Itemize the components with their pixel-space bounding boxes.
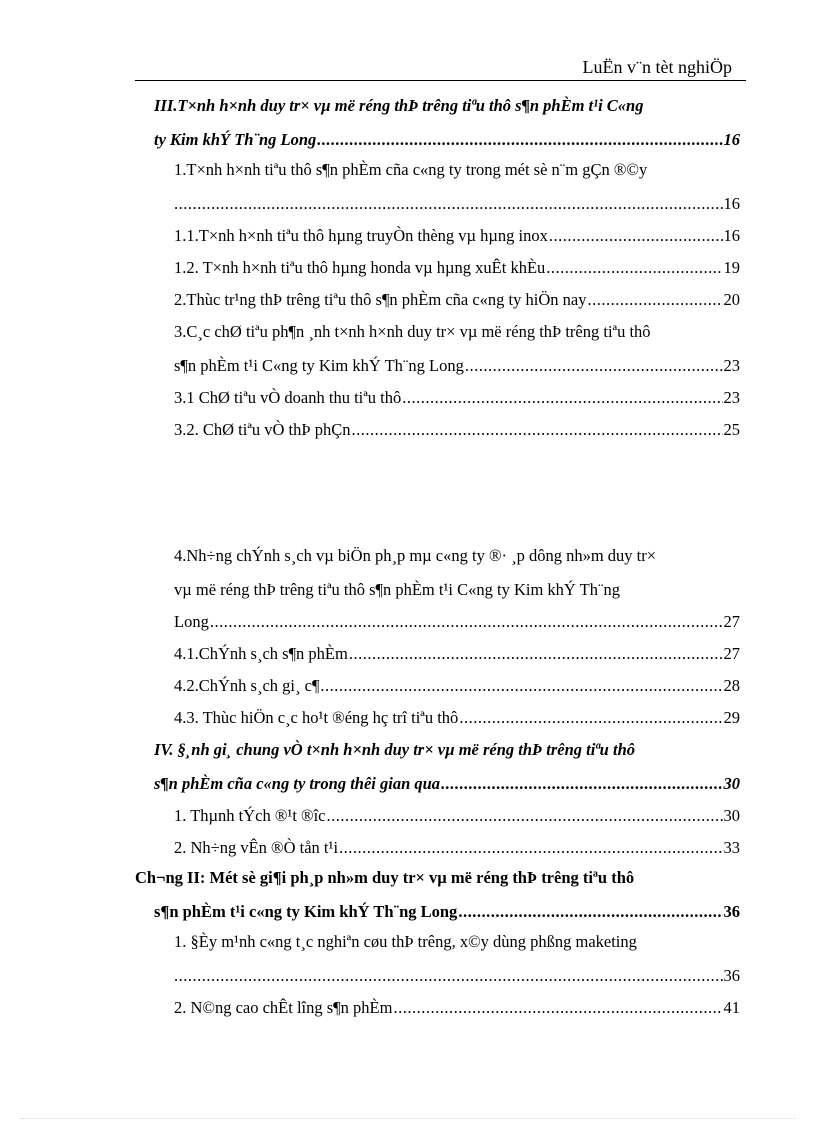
page-number: 28 bbox=[723, 676, 740, 695]
toc-entry-1-line-2[interactable] bbox=[174, 191, 740, 217]
running-header: LuËn v¨n tèt nghiÖp bbox=[582, 57, 732, 77]
page-number: 27 bbox=[723, 644, 740, 663]
page-bottom-border bbox=[20, 1118, 796, 1119]
page-number: 30 bbox=[723, 774, 740, 793]
page-number: 20 bbox=[723, 290, 740, 309]
toc-section-4-line-2[interactable]: s¶n phÈm cña c«ng ty trong thêi gian qua ..... 30 bbox=[154, 771, 740, 797]
toc-entry-c1-line-2[interactable] bbox=[174, 963, 740, 989]
toc-entry-3-line-2[interactable]: s¶n phÈm t¹i C«ng ty Kim khÝ Th¨ng Long ..... 23 bbox=[174, 353, 740, 379]
dot-leader bbox=[465, 353, 723, 379]
page-number: 29 bbox=[723, 708, 740, 727]
toc-entry-4-line-3[interactable]: Long ..... 27 bbox=[174, 609, 740, 635]
dot-leader bbox=[459, 705, 722, 731]
toc-entry-c2[interactable]: 2. N©ng cao chÊt lîng s¶n phÈm ..... 41 bbox=[174, 995, 740, 1021]
toc-entry-1-1[interactable]: 1.1.T×nh h×nh tiªu thô hµng truyÒn thèng vµ hµng inox ..... 16 bbox=[174, 223, 740, 249]
page-number: 23 bbox=[723, 388, 740, 407]
toc-section-3-line-2[interactable]: ty Kim khÝ Th¨ng Long ..... 16 bbox=[154, 127, 740, 153]
dot-leader bbox=[587, 287, 722, 313]
toc-section-3-line-1[interactable]: III.T×nh h×nh duy tr× vµ më réng thÞ trêng tiªu thô s¶n phÈm t¹i C«ng bbox=[154, 96, 644, 115]
toc-entry-4-3[interactable]: 4.3. Thùc hiÖn c¸c ho¹t ®éng hç trî tiªu thô ..... 29 bbox=[174, 705, 740, 731]
page-number: 41 bbox=[723, 998, 740, 1017]
toc-entry-3-1[interactable]: 3.1 ChØ tiªu vÒ doanh thu tiªu thô ..... 23 bbox=[174, 385, 740, 411]
toc-entry-3-2[interactable]: 3.2. ChØ tiªu vÒ thÞ phÇn ..... 25 bbox=[174, 417, 740, 443]
page-number: 30 bbox=[723, 806, 740, 825]
toc-entry-iv-2[interactable]: 2. Nh÷ng vÊn ®Ò tån t¹i ..... 33 bbox=[174, 835, 740, 861]
page-number: 36 bbox=[723, 966, 740, 985]
dot-leader bbox=[339, 835, 722, 861]
toc-chapter-2-line-2[interactable]: s¶n phÈm t¹i c«ng ty Kim khÝ Th¨ng Long ..... 36 bbox=[154, 899, 740, 925]
dot-leader bbox=[546, 255, 722, 281]
page-number: 16 bbox=[723, 130, 740, 149]
dot-leader bbox=[320, 673, 722, 699]
page-number: 27 bbox=[723, 612, 740, 631]
page-number: 16 bbox=[723, 194, 740, 213]
dot-leader bbox=[327, 803, 723, 829]
toc-entry-2[interactable]: 2.Thùc tr¹ng thÞ trêng tiªu thô s¶n phÈm cña c«ng ty hiÖn nay ..... 20 bbox=[174, 287, 740, 313]
dot-leader bbox=[351, 417, 722, 443]
dot-leader bbox=[441, 771, 722, 797]
toc-entry-4-line-1[interactable]: 4.Nh÷ng chÝnh s¸ch vµ biÖn ph¸p mµ c«ng ty ®· ¸p dông nh»m duy tr× bbox=[174, 546, 657, 565]
page-number: 36 bbox=[723, 902, 740, 921]
dot-leader bbox=[393, 995, 722, 1021]
toc-entry-1-2[interactable]: 1.2. T×nh h×nh tiªu thô hµng honda vµ hµng xuÊt khÈu ..... 19 bbox=[174, 255, 740, 281]
page-number: 16 bbox=[723, 226, 740, 245]
dot-leader bbox=[174, 191, 723, 217]
dot-leader bbox=[210, 609, 723, 635]
toc-chapter-2-line-1[interactable]: Ch¬ng II: Mét sè gi¶i ph¸p nh»m duy tr× vµ më réng thÞ trêng tiªu thô bbox=[135, 868, 635, 887]
toc-entry-iv-1[interactable]: 1. Thµnh tÝch ®¹t ®îc ..... 30 bbox=[174, 803, 740, 829]
dot-leader bbox=[458, 899, 722, 925]
toc-entry-4-line-2[interactable]: vµ më réng thÞ trêng tiªu thô s¶n phÈm t¹i C«ng ty Kim khÝ Th¨ng bbox=[174, 580, 620, 599]
toc-entry-4-1[interactable]: 4.1.ChÝnh s¸ch s¶n phÈm ..... 27 bbox=[174, 641, 740, 667]
page-number: 19 bbox=[723, 258, 740, 277]
page-number: 23 bbox=[723, 356, 740, 375]
dot-leader bbox=[349, 641, 723, 667]
dot-leader bbox=[174, 963, 723, 989]
dot-leader bbox=[402, 385, 722, 411]
page-number: 25 bbox=[723, 420, 740, 439]
toc-entry-c1-line-1[interactable]: 1. §Èy m¹nh c«ng t¸c nghiªn cøu thÞ trêng, x©y dùng phßng maketing bbox=[174, 932, 637, 951]
toc-entry-3-line-1[interactable]: 3.C¸c chØ tiªu ph¶n ¸nh t×nh h×nh duy tr× vµ më réng thÞ trêng tiªu thô bbox=[174, 322, 651, 341]
page-number: 33 bbox=[723, 838, 740, 857]
dot-leader bbox=[317, 127, 722, 153]
toc-entry-1-line-1[interactable]: 1.T×nh h×nh tiªu thô s¶n phÈm cña c«ng ty trong mét sè n¨m gÇn ®©y bbox=[174, 160, 648, 179]
toc-entry-4-2[interactable]: 4.2.ChÝnh s¸ch gi¸ c¶ ..... 28 bbox=[174, 673, 740, 699]
dot-leader bbox=[549, 223, 723, 249]
toc-section-4-line-1[interactable]: IV. §¸nh gi¸ chung vÒ t×nh h×nh duy tr× vµ më réng thÞ trêng tiªu thô bbox=[154, 740, 635, 759]
